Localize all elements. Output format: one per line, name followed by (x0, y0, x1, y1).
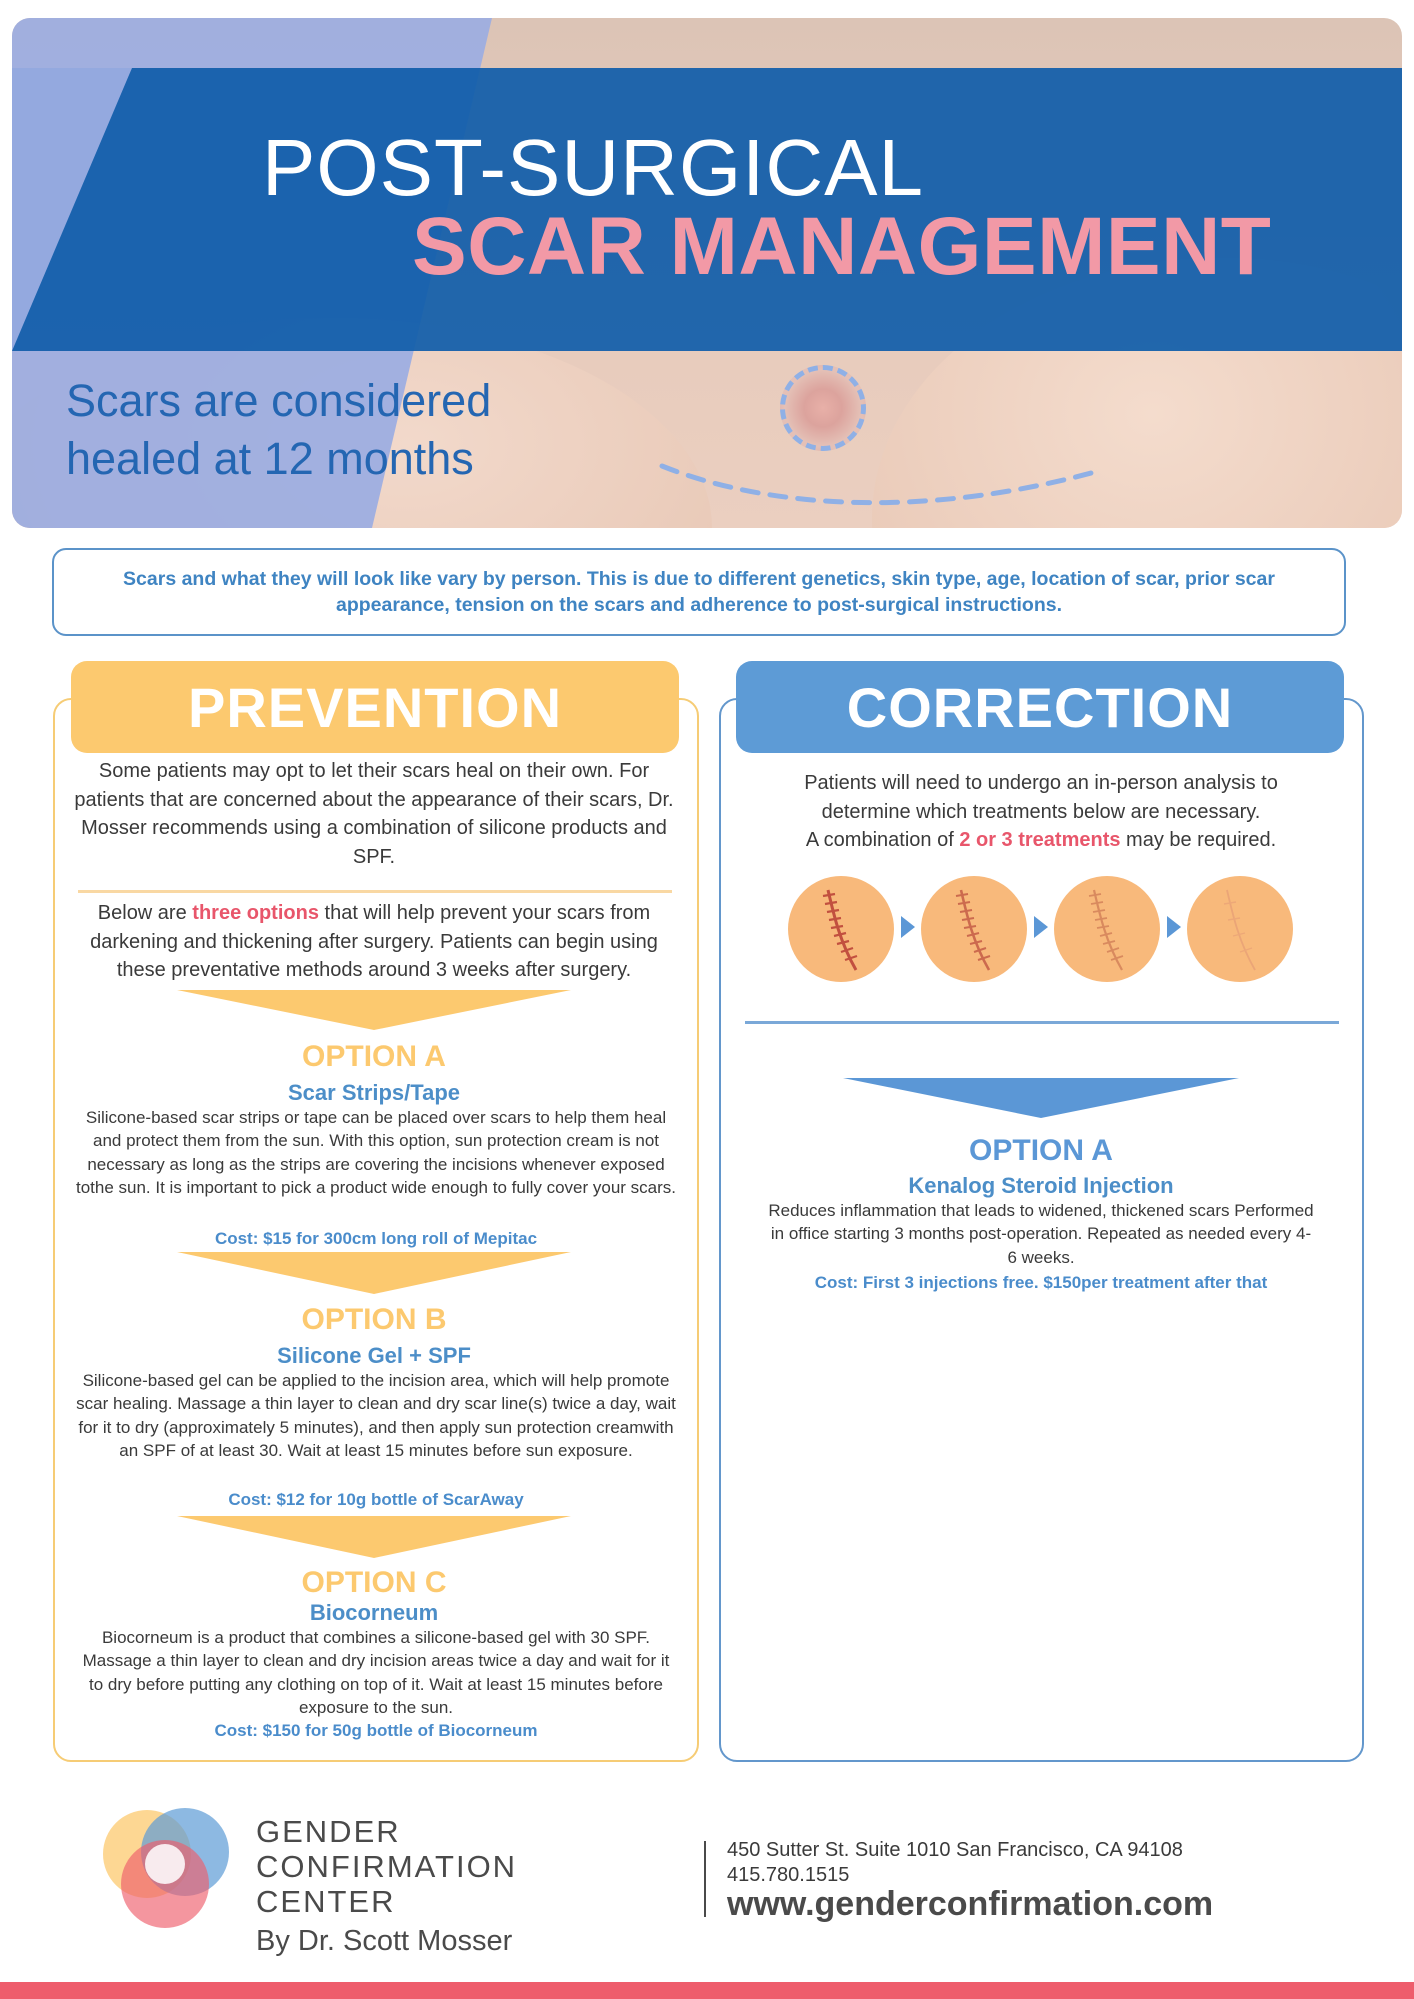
scar-stage-3-icon (1054, 876, 1160, 982)
option-b-cost: Cost: $12 for 10g bottle of ScarAway (228, 1490, 524, 1509)
address: 450 Sutter St. Suite 1010 San Francisco, CA 94108 (727, 1839, 1183, 1861)
option-a-chevron (177, 990, 571, 1030)
bottom-accent-bar (0, 1982, 1414, 1999)
correction-option-body: Reduces inflammation that leads to widened, thickened scars Performed in office starting 3 months post-operation. Repeated as needed every 4-6 weeks. (768, 1201, 1314, 1267)
scar-stage-1-icon (788, 876, 894, 982)
correction-header: CORRECTION (736, 661, 1344, 753)
prevention-divider (78, 890, 672, 893)
org-name-line3: CENTER (256, 1884, 396, 1919)
correction-intro-line3 (738, 826, 1344, 855)
correction-option-title: OPTION A (969, 1134, 1113, 1167)
phone-number[interactable]: 415.780.1515 (727, 1864, 850, 1886)
option-b-title: OPTION B (301, 1303, 447, 1336)
intro-text: Scars and what they will look like vary by person. This is due to different genetics, skin type, age, location of scar, prior scar appearance, tension on the scars and adherence to post-surgical instructions. (123, 568, 1275, 616)
option-c-body: Biocorneum is a product that combines a silicone-based gel with 30 SPF. Massage a thin layer to clean and dry incision areas twice a day and wait for it to dry before putting any clothing on top of it. Wait at least 15 minutes before exposure to the sun. (82, 1628, 670, 1717)
page-title-line2: SCAR MANAGEMENT (412, 201, 1272, 292)
prevention-options-intro (72, 899, 676, 985)
org-name-line1: GENDER (256, 1814, 401, 1849)
correction-option-chevron (843, 1078, 1239, 1118)
byline: By Dr. Scott Mosser (256, 1925, 513, 1957)
correction-divider (745, 1021, 1339, 1024)
correction-option-subtitle: Kenalog Steroid Injection (908, 1173, 1174, 1198)
gcc-logo-icon (101, 1804, 231, 1930)
option-c-cost: Cost: $150 for 50g bottle of Biocorneum (214, 1721, 538, 1740)
arrow-right-icon (1167, 916, 1181, 938)
scar-stage-4-icon (1187, 876, 1293, 982)
healed-statement (66, 372, 491, 488)
org-name (256, 1814, 517, 1919)
arrow-right-icon (1034, 916, 1048, 938)
arrow-right-icon (901, 916, 915, 938)
footer-divider (704, 1841, 706, 1917)
correction-intro-highlight: 2 or 3 treatments (959, 829, 1121, 851)
option-a-body: Silicone-based scar strips or tape can be placed over scars to help them heal and protect them from the sun. With this option, sun protection cream is not necessary as long as the strips are covering the incisions whenever exposed tothe sun. It is important to pick a product wide enough to fully cover your scars. (75, 1108, 677, 1197)
correction-intro-pre: A combination of (805, 829, 960, 851)
option-c-title: OPTION C (301, 1566, 447, 1599)
option-a-title: OPTION A (302, 1040, 446, 1073)
options-intro-pre: Below are (97, 902, 193, 924)
options-intro-post: that will help prevent your scars from darkening and thickening after surgery. Patients can begin using these preventative methods around 3 weeks after surgery. (90, 902, 658, 981)
intro-box (52, 548, 1346, 636)
website-link[interactable]: www.genderconfirmation.com (727, 1885, 1214, 1923)
prevention-intro: Some patients may opt to let their scars heal on their own. For patients that are concerned about the appearance of their scars, Dr. Mosser recommends using a combination of silicone products and SPF. (74, 760, 674, 868)
option-c-subtitle: Biocorneum (309, 1600, 439, 1625)
option-a-cost: Cost: $15 for 300cm long roll of Mepitac (214, 1229, 538, 1248)
healed-line1: Scars are considered (66, 375, 492, 426)
option-a-subtitle: Scar Strips/Tape (288, 1080, 460, 1105)
option-c-chevron (177, 1516, 571, 1558)
option-b-subtitle: Silicone Gel + SPF (277, 1343, 471, 1368)
org-name-line2: CONFIRMATION (256, 1849, 518, 1884)
healed-line2: healed at 12 months (66, 433, 474, 484)
option-b-body: Silicone-based gel can be applied to the incision area, which will help promote scar healing. Massage a thin layer to clean and dry scar line(s) twice a day, wait for it to dry (approximately 5 minutes), and then apply sun protection creamwith an SPF of at least 30. Wait at least 15 minutes before sun exposure. (76, 1371, 676, 1460)
options-intro-highlight: three options (192, 902, 319, 924)
correction-intro (738, 769, 1344, 855)
option-b-chevron (177, 1252, 571, 1294)
correction-intro-line2: determine which treatments below are necessary. (821, 800, 1261, 823)
correction-option-cost: Cost: First 3 injections free. $150per treatment after that (814, 1273, 1268, 1292)
correction-intro-line1: Patients will need to undergo an in-person analysis to (804, 772, 1278, 794)
correction-intro-post: may be required. (1120, 829, 1277, 851)
scar-stage-2-icon (921, 876, 1027, 982)
page-title-line1: POST-SURGICAL (262, 123, 925, 212)
prevention-header: PREVENTION (71, 661, 679, 753)
